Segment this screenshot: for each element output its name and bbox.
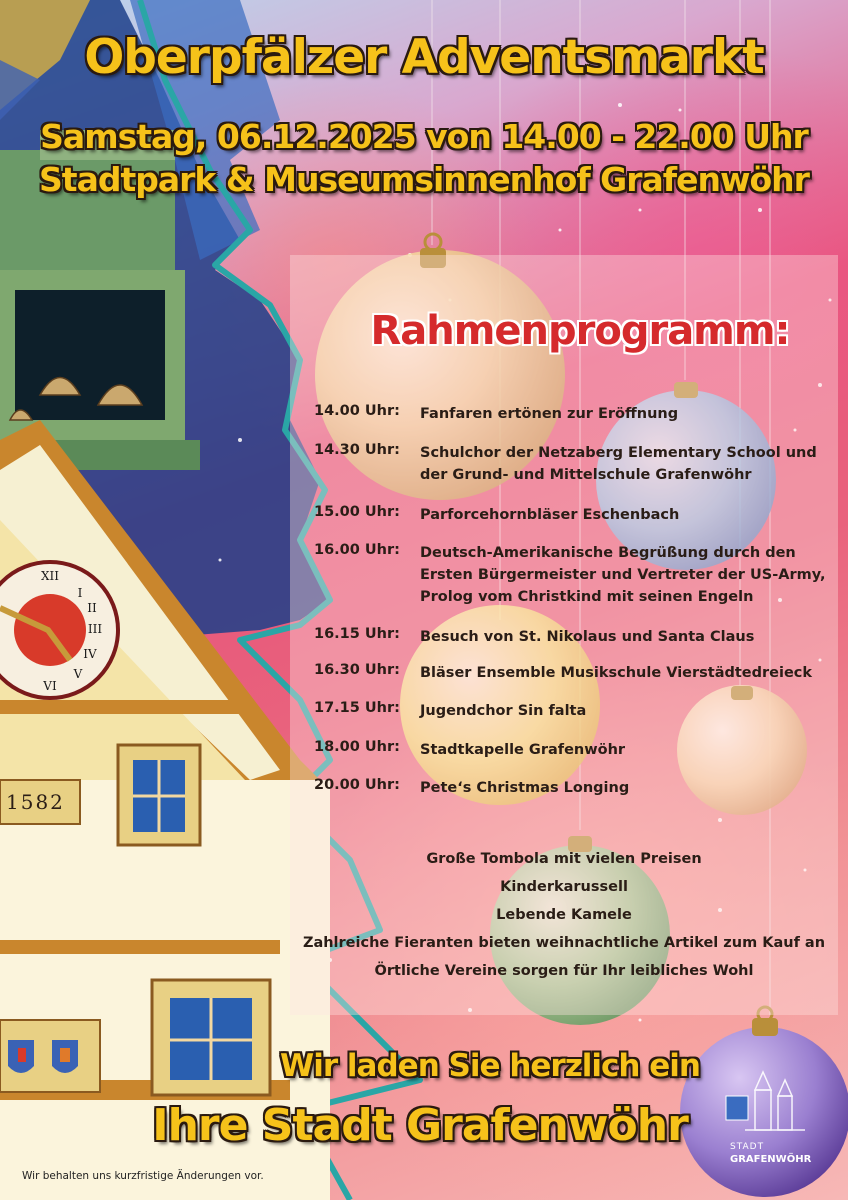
schedule-time: 17.15 Uhr: bbox=[314, 700, 400, 716]
schedule-description: Parforcehornbläser Eschenbach bbox=[420, 507, 680, 523]
invitation-text: Wir laden Sie herzlich ein bbox=[280, 1048, 700, 1084]
extras-item: Kinderkarussell bbox=[500, 879, 628, 895]
schedule-time: 18.00 Uhr: bbox=[314, 739, 400, 755]
town-logo-label: STADT bbox=[730, 1142, 765, 1152]
schedule-description: Stadtkapelle Grafenwöhr bbox=[420, 742, 626, 758]
event-title: Oberpfälzer Adventsmarkt bbox=[84, 30, 764, 85]
schedule-time: 14.00 Uhr: bbox=[314, 403, 400, 419]
extras-list bbox=[290, 845, 838, 985]
svg-text:V: V bbox=[73, 667, 83, 681]
schedule-description: Jugendchor Sin falta bbox=[420, 703, 587, 719]
schedule-description: Fanfaren ertönen zur Eröffnung bbox=[420, 406, 679, 422]
town-logo-name: GRAFENWÖHR bbox=[730, 1154, 812, 1165]
svg-text:III: III bbox=[87, 622, 103, 636]
disclaimer-text: Wir behalten uns kurzfristige Änderungen vor. bbox=[22, 1170, 264, 1182]
schedule-time: 14.30 Uhr: bbox=[314, 442, 400, 458]
event-location: Stadtpark & Museumsinnenhof Grafenwöhr bbox=[39, 160, 809, 199]
svg-text:VI: VI bbox=[43, 679, 57, 693]
schedule-description: Bläser Ensemble Musikschule Vierstädtedreieck bbox=[420, 665, 813, 681]
schedule-time: 16.00 Uhr: bbox=[314, 542, 400, 558]
svg-text:II: II bbox=[87, 601, 97, 615]
svg-text:IV: IV bbox=[83, 647, 97, 661]
building-year-plaque: 1582 bbox=[6, 790, 65, 814]
schedule-time: 16.30 Uhr: bbox=[314, 662, 400, 678]
town-signature: Ihre Stadt Grafenwöhr bbox=[152, 1100, 688, 1151]
svg-text:XII: XII bbox=[40, 569, 60, 583]
schedule-description: Besuch von St. Nikolaus und Santa Claus bbox=[420, 629, 755, 645]
schedule-time: 16.15 Uhr: bbox=[314, 626, 400, 642]
extras-item: Zahlreiche Fieranten bieten weihnachtliche Artikel zum Kauf an bbox=[302, 935, 826, 951]
svg-text:I: I bbox=[77, 586, 83, 600]
extras-item: Lebende Kamele bbox=[496, 907, 632, 923]
event-date: Samstag, 06.12.2025 von 14.00 - 22.00 Uhr bbox=[40, 117, 808, 156]
schedule-description: Deutsch-Amerikanische Begrüßung durch den Ersten Bürgermeister und Vertreter der US-Army, Prolog vom Christkind mit seinen Engeln bbox=[420, 545, 826, 605]
extras-item: Örtliche Vereine sorgen für Ihr leibliches Wohl bbox=[374, 963, 754, 979]
schedule-time: 20.00 Uhr: bbox=[314, 777, 400, 793]
schedule-description: Schulchor der Netzaberg Elementary School und der Grund- und Mittelschule Grafenwöhr bbox=[420, 445, 817, 483]
extras-item: Große Tombola mit vielen Preisen bbox=[426, 851, 702, 867]
schedule-description: Pete‘s Christmas Longing bbox=[420, 780, 630, 796]
program-heading: Rahmenprogramm: bbox=[370, 308, 790, 354]
schedule-time: 15.00 Uhr: bbox=[314, 504, 400, 520]
